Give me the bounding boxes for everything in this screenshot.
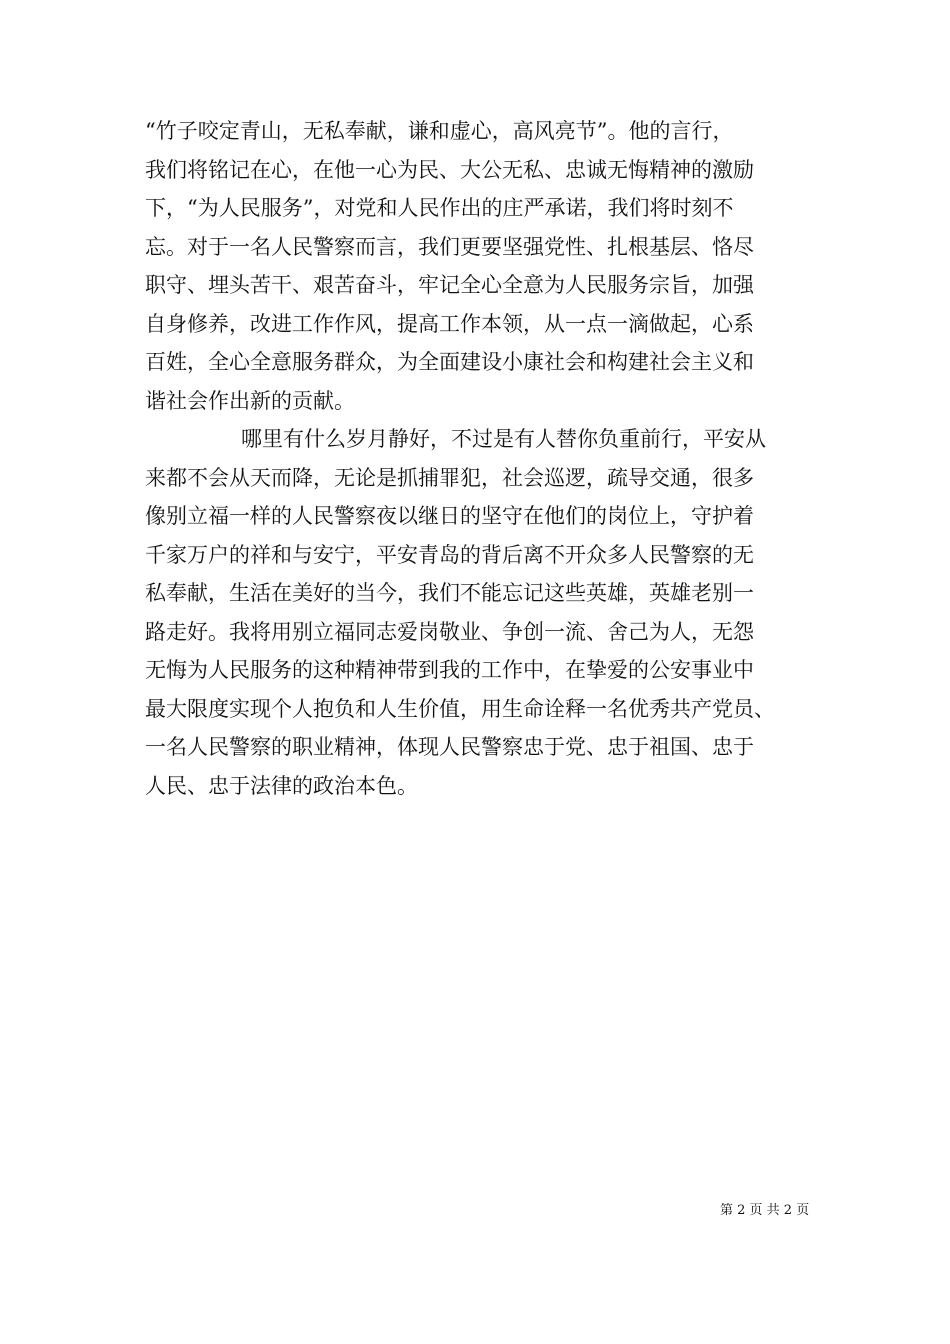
text-line: 路走好。我将用别立福同志爱岗敬业、争创一流、舍己为人，无怨 bbox=[145, 619, 754, 644]
text-line: 来都不会从天而降，无论是抓捕罪犯，社会巡逻，疏导交通，很多 bbox=[145, 465, 754, 490]
text-line: 最大限度实现个人抱负和人生价值，用生命诠释一名优秀共产党员、 bbox=[145, 696, 775, 721]
text-line: 自身修养，改进工作作风，提高工作本领，从一点一滴做起，心系 bbox=[145, 311, 754, 336]
text-line: 下，“为人民服务”，对党和人民作出的庄严承诺，我们将时刻不 bbox=[145, 196, 734, 220]
text-line: 哪里有什么岁月静好，不过是有人替你负重前行，平安从 bbox=[241, 427, 766, 451]
text-line: “竹子咬定青山，无私奉献，谦和虚心，高风亮节”。他的言行， bbox=[145, 119, 734, 143]
text-line: 我们将铭记在心，在他一心为民、大公无私、忠诚无悔精神的激励 bbox=[145, 157, 754, 182]
text-line: 职守、埋头苦干、艰苦奋斗，牢记全心全意为人民服务宗旨，加强 bbox=[145, 273, 754, 297]
text-line: 像别立福一样的人民警察夜以继日的坚守在他们的岗位上，守护着 bbox=[145, 504, 754, 528]
page-number-footer: 第 2 页 共 2 页 bbox=[720, 1203, 810, 1218]
paragraph-1 bbox=[145, 112, 810, 420]
paragraph-2 bbox=[145, 420, 810, 805]
text-line: 百姓，全心全意服务群众，为全面建设小康社会和构建社会主义和 bbox=[145, 350, 754, 374]
text-line: 忘。对于一名人民警察而言，我们更要坚强党性、扎根基层、恪尽 bbox=[145, 234, 754, 259]
text-line: 人民、忠于法律的政治本色。 bbox=[145, 773, 418, 798]
text-line: 无悔为人民服务的这种精神带到我的工作中，在挚爱的公安事业中 bbox=[145, 658, 754, 682]
document-body bbox=[145, 112, 810, 805]
text-line: 谐社会作出新的贡献。 bbox=[145, 388, 355, 413]
text-line: 千家万户的祥和与安宁，平安青岛的背后离不开众多人民警察的无 bbox=[145, 542, 754, 567]
text-line: 私奉献，生活在美好的当今，我们不能忘记这些英雄，英雄老别一 bbox=[145, 581, 754, 605]
text-line: 一名人民警察的职业精神，体现人民警察忠于党、忠于祖国、忠于 bbox=[145, 735, 754, 759]
